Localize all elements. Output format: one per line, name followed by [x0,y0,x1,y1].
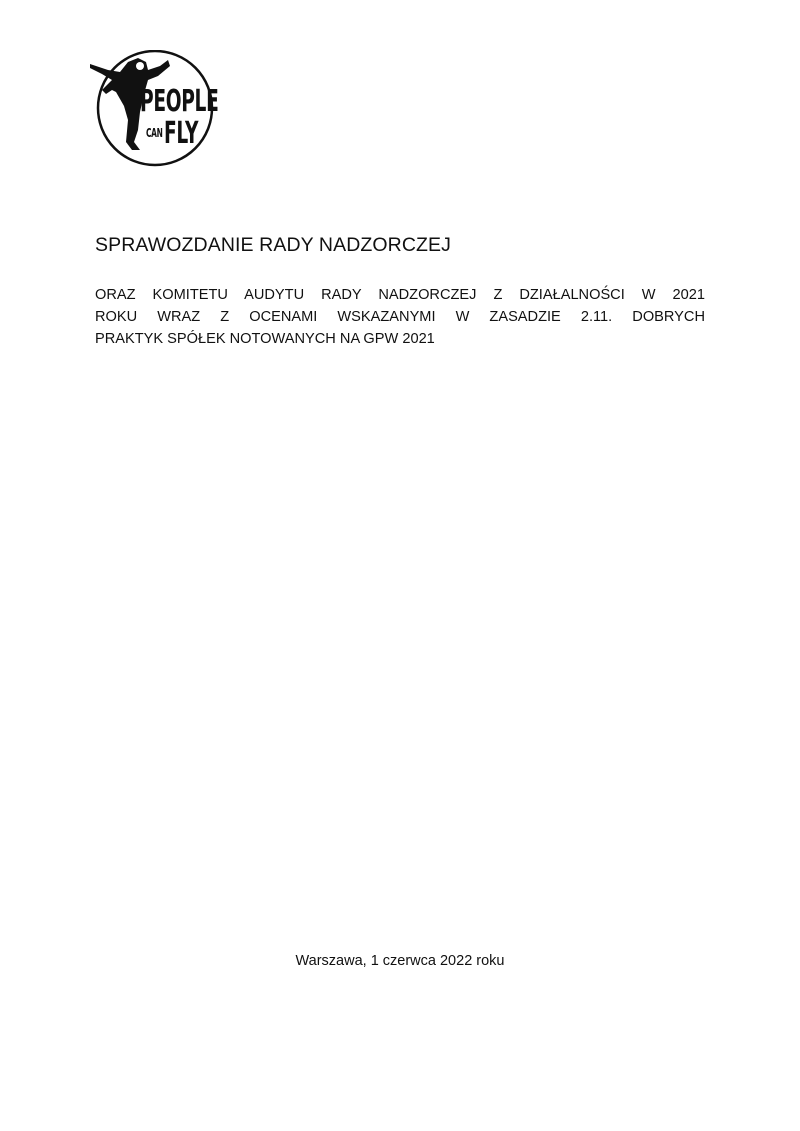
subtitle-line: ROKU WRAZ Z OCENAMI WSKAZANYMI W ZASADZIE 2.11. DOBRYCH [95,309,705,325]
document-subtitle [95,284,705,350]
place-and-date: Warszawa, 1 czerwca 2022 roku [295,953,505,969]
subtitle-line: PRAKTYK SPÓŁEK NOTOWANYCH NA GPW 2021 [95,331,435,347]
logo-text-can: CAN [146,126,163,140]
logo-text-fly: FLY [164,116,199,151]
logo-text-people: PEOPLE [140,84,219,119]
subtitle-line: ORAZ KOMITETU AUDYTU RADY NADZORCZEJ Z DZIAŁALNOŚCI W 2021 [95,287,705,303]
document-title: SPRAWOZDANIE RADY NADZORCZEJ [95,234,451,256]
people-can-fly-logo [88,50,222,170]
